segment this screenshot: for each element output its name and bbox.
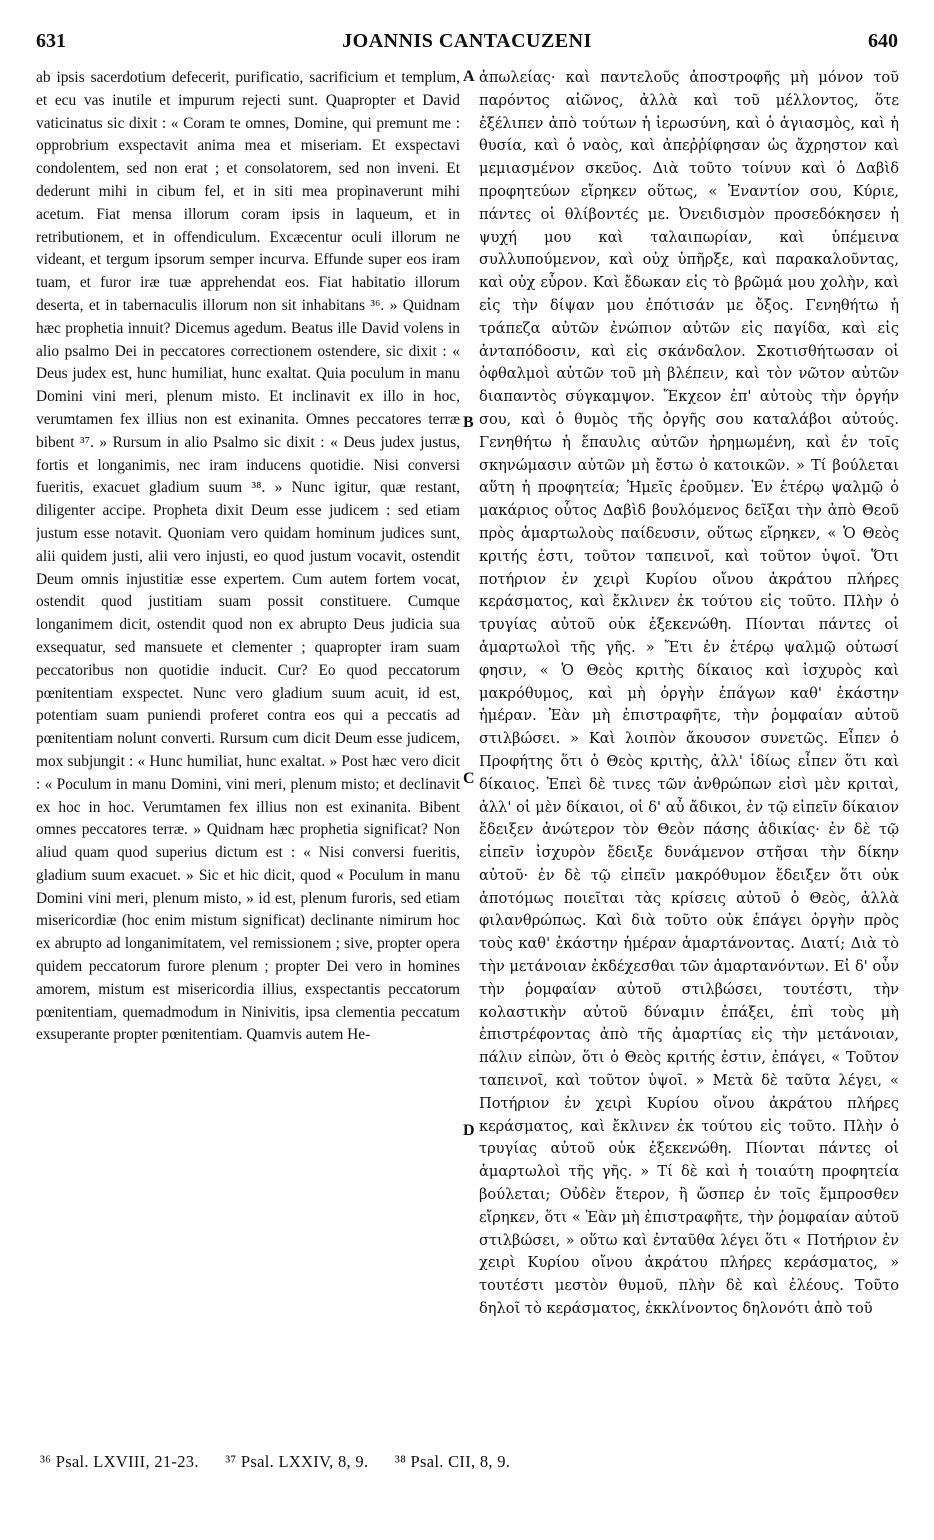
footnote-36: ³⁶ Psal. LXVIII, 21-23. bbox=[40, 1452, 199, 1471]
greek-text: ἀπωλείας· καὶ παντελοῦς ἀποστροφῆς μὴ μόνον τοῦ παρόντος αἰῶνος, ἀλλὰ καὶ τοῦ μέλλοντος, ὅτε ἐξέλιπεν ἀπὸ τούτων ἡ ἱερωσύνη, καὶ ὁ ἁγιασμὸς, καὶ ἡ θυσία, καὶ ὁ ναὸς, καὶ ἀπεῤῥίφησαν ὡς ἄχρηστον καὶ μεμιασμένον σκεῦος. Διὰ τοῦτο τοίνυν καὶ ὁ Δαβὶδ προφητεύων εἴρηκεν οὕτως, « Ἐναντίον σου, Κύριε, πάντες οἱ θλίβοντές με. Ὀνειδισμὸν προσεδόκησεν ἡ ψυχή μου καὶ ταλαιπωρίαν, καὶ ὑπέμεινα συλλυπούμενον, καὶ οὐχ ὑπῆρξε, καὶ παρακαλοῦντας, καὶ οὐχ εὗρον. Καὶ ἔδωκαν εἰς τὸ βρῶμά μου χολὴν, καὶ εἰς τὴν δίψαν μου ἐπότισάν με ὄξος. Γενηθήτω ἡ τράπεζα αὐτῶν ἐνώπιον αὐτῶν εἰς παγίδα, καὶ εἰς ἀνταπόδοσιν, καὶ εἰς σκάνδαλον. Σκοτισθήτωσαν οἱ ὀφθαλμοὶ αὐτῶν τοῦ μὴ βλέπειν, καὶ τὸν νῶτον αὐτῶν διαπαντὸς σύγκαμψον. Ἔκχεον ἐπ' αὐτοὺς τὴν ὀργήν σου, καὶ ὁ θυμὸς τῆς ὀργῆς σου καταλάβοι αὐτούς. Γενηθήτω ἡ ἔπαυλις αὐτῶν ἠρημωμένη, καὶ ἐν τοῖς σκηνώμασιν αὐτῶν μὴ ἔστω ὁ κατοικῶν. » Τί βούλεται αὕτη ἡ προφητεία; Ἡμεῖς ἐροῦμεν. Ἐν ἑτέρῳ ψαλμῷ ὁ μακάριος οὗτος Δαβὶδ βουλόμενος δεῖξαι τὴν ἀπὸ Θεοῦ πρὸς ἁμαρτωλοὺς παίδευσιν, οὕτως εἴρηκεν, « Ὁ Θεὸς κριτής ἐστι, τοῦτον ταπεινοῖ, καὶ τοῦτον ὑψοῖ. Ὅτι ποτήριον ἐν χειρὶ Κυρίου οἴνου ἀκράτου πλήρες κεράσματος, καὶ ἔκλινεν ἐκ τούτου εἰς τοῦτο. Πλὴν ὁ τρυγίας αὐτοῦ οὐκ ἐξεκενώθη. Πίονται πάντες οἱ ἁμαρτωλοὶ τῆς γῆς. » Ἔτι ἐν ἑτέρῳ ψαλμῷ οὑτωσί φησιν, « Ὁ Θεὸς κριτὴς δίκαιος καὶ ἰσχυρὸς καὶ μακρόθυμος, καὶ μὴ ὀργὴν ἐπάγων καθ' ἑκάστην ἡμέραν. Ἐὰν μὴ ἐπιστραφῆτε, τὴν ῥομφαίαν αὐτοῦ στιλβώσει. » Καὶ λοιπὸν ἄκουσον συνετῶς. Εἶπεν ὁ Προφήτης ὅτι ὁ Θεὸς κριτὴς, ἀλλ' ἰδίως εἶπεν ὅτι καὶ δίκαιος. Ἐπεὶ δὲ τινες τῶν ἀνθρώπων εἰσὶ μὲν κριταὶ, ἀλλ' οἱ μὲν δίκαιοι, οἱ δ' αὖ ἄδικοι, ἐν τῷ εἰπεῖν δίκαιον ἔδειξεν ἀνώτερον τὸν Θεὸν πάσης ἀδικίας· ἐν δὲ τῷ εἰπεῖν ἰσχυρὸν ἔδειξε δυνάμενον στῆσαι τὴν δίκην αὐτοῦ· ἐν δὲ τῷ εἰπεῖν μακρόθυμον ἔδειξεν ὅτι οὐκ ἀποτόμως ποιεῖται τὰς κρίσεις αὐτοῦ ὁ Θεὸς, ἀλλὰ φιλανθρώπως. Καὶ διὰ τοῦτο οὐκ ἐπάγει ὀργὴν πρὸς τοὺς καθ' ἑκάστην ἡμέραν ἁμαρτάνοντας. Διατί; Διὰ τὸ τὴν μετάνοιαν ἐκδέχεσθαι τῶν ἁμαρτανόντων. Εἰ δ' οὖν τὴν ῥομφαίαν αὐτοῦ στιλβώσει, τουτέστι, τὴν κολαστικὴν αὐτοῦ δύναμιν ἐπάξει, ἐπὶ τοὺς μὴ ἐπιστρέφοντας ἀπὸ τῆς ἁμαρτίας εἰς τὴν μετάνοιαν, πάλιν εἰπὼν, ὅτι ὁ Θεὸς κριτής ἐστιν, ἐπάγει, « Τοῦτον ταπεινοῖ, καὶ τοῦτον ὑψοῖ. » Μετὰ δὲ ταῦτα λέγει, « Ποτήριον ἐν χειρὶ Κυρίου οἴνου ἀκράτου πλήρες κεράσματος, καὶ ἔκλινεν ἐκ τούτου εἰς τοῦτο. Πλὴν ὁ τρυγίας αὐτοῦ οὐκ ἐξεκενώθη. Πίονται πάντες οἱ ἁμαρτωλοὶ τῆς γῆς. » Τί δὲ καὶ ἡ τοιαύτη προφητεία βούλεται; Οὐδὲν ἕτερον, ἢ ὥσπερ ἐν τοῖς ἔμπροσθεν εἴρηκεν, ὅτι « Ἐὰν μὴ ἐπιστραφῆτε, τὴν ῥομφαίαν αὐτοῦ στιλβώσει, » οὕτω καὶ ἐνταῦθα λέγει ὅτι « Ποτήριον ἐν χειρὶ Κυρίου οἴνου ἀκράτου πλήρες κεράσματος, » τουτέστι μεστὸν θυμοῦ, πλὴν δὲ καὶ ἐλέους. Τοῦτο δηλοῖ τὸ κεράσματος, ἐκκλίνοντος δηλονότι ἀπὸ τοῦ bbox=[479, 69, 899, 1318]
greek-column bbox=[479, 67, 899, 1437]
section-marker-b: B bbox=[463, 414, 474, 431]
footnote-37: ³⁷ Psal. LXXIV, 8, 9. bbox=[225, 1452, 369, 1471]
footnote-38: ³⁸ Psal. CII, 8, 9. bbox=[394, 1452, 511, 1471]
running-title: JOANNIS CANTACUZENI bbox=[342, 30, 592, 52]
latin-text: ab ipsis sacerdotium defecerit, purificatio, sacrificium et templum, et ecu vas inutile et impurum rejecti sunt. Quapropter et David vaticinatus sic dixit : « Coram te omnes, Domine, qui premunt me : opprobrium exspectavit anima mea et miseriam. Et exspectavi condolentem, sed non erat ; et consolatorem, sed non inveni. Et dederunt mihi in cibum fel, et in siti mea propinaverunt mihi acetum. Fiat mensa illorum coram ipsis in laqueum, et in retributionem, et in offendiculum. Excæcentur oculi illorum ne videant, et tergum ipsorum semper incurva. Effunde super eos iram tuam, et furor iræ tuæ apprehendat eos. Fiat habitatio illorum deserta, et in tabernaculis illorum non sit inhabitans ³⁶. » Quidnam hæc prophetia innuit? Dicemus agedum. Beatus ille David volens in alio psalmo Dei in peccatores correctionem ostendere, sic dixit : « Deus judex est, hunc humiliat, hunc exaltat. Quia poculum in manu Domini vini meri, plenum misto. Et inclinavit ex illo in hoc, verumtamen fex illius non est exinanita. Omnes peccatores terræ bibent ³⁷. » Rursum in alio Psalmo sic dixit : « Deus judex justus, fortis et longanimis, nec iram inducens quotidie. Nisi conversi fueritis, exacuet gladium suum ³⁸. » Nunc igitur, quæ restant, diligenter accipe. Propheta dixit Deum esse judicem : sed etiam justum esse notavit. Quoniam vero quidam hominum judices sunt, alii quidem justi, alii vero injusti, eo quod justum vocavit, ostendit Deum omnis injustitiæ esse expertem. Cum autem fortem vocat, ostendit quod justitiam suam possit constituere. Cumque longanimem dicit, ostendit quod non ex abrupto Deus judicia sua exsequatur, sed mansuete et clementer ; quapropter iram suam peccatoribus non quotidie inducit. Cur? Eo quod peccatorum pœnitentiam exspectet. Nunc vero gladium suum acuit, id est, potentiam suam puniendi proferet contra eos qui a peccatis ad pœnitentiam nolunt converti. Rursum cum dicit Deum esse judicem, mox subjungit : « Hunc humiliat, hunc exaltat. » Post hæc vero dicit : « Poculum in manu Domini, vini meri, plenum misto; et declinavit ex hoc in hoc. Verumtamen fex illius non est exinanita. Bibent omnes peccatores terræ. » Quidnam hæc prophetia significat? Non aliud quam quod superius dictum est : « Nisi conversi fueritis, gladium suum exacuet. » Sic et hic dicit, quod « Poculum in manu Domini vini meri, plenum misto, » id est, plenum furoris, sed etiam misericordiæ (hoc enim mistum significat) declinante nimirum hoc ex abrupto ad longanimitatem, vel remissionem ; sive, propter opera quidem peccatorum furore plenum ; propter Dei vero in homines amorem, mistum est misericordia illius, exspectantis peccatorum pœnitentiam, quemadmodum in Ninivitis, ipsa clementia peccatum exsuperante propter pœnitentiam. Quamvis autem He- bbox=[36, 69, 460, 1044]
section-marker-d: D bbox=[463, 1122, 475, 1139]
section-marker-a: A bbox=[463, 68, 475, 85]
page-number-right: 640 bbox=[868, 30, 898, 52]
page-number-left: 631 bbox=[36, 30, 66, 52]
section-marker-c: C bbox=[463, 770, 475, 787]
latin-column bbox=[36, 67, 460, 1437]
running-header bbox=[36, 30, 898, 64]
footnotes bbox=[40, 1452, 898, 1472]
